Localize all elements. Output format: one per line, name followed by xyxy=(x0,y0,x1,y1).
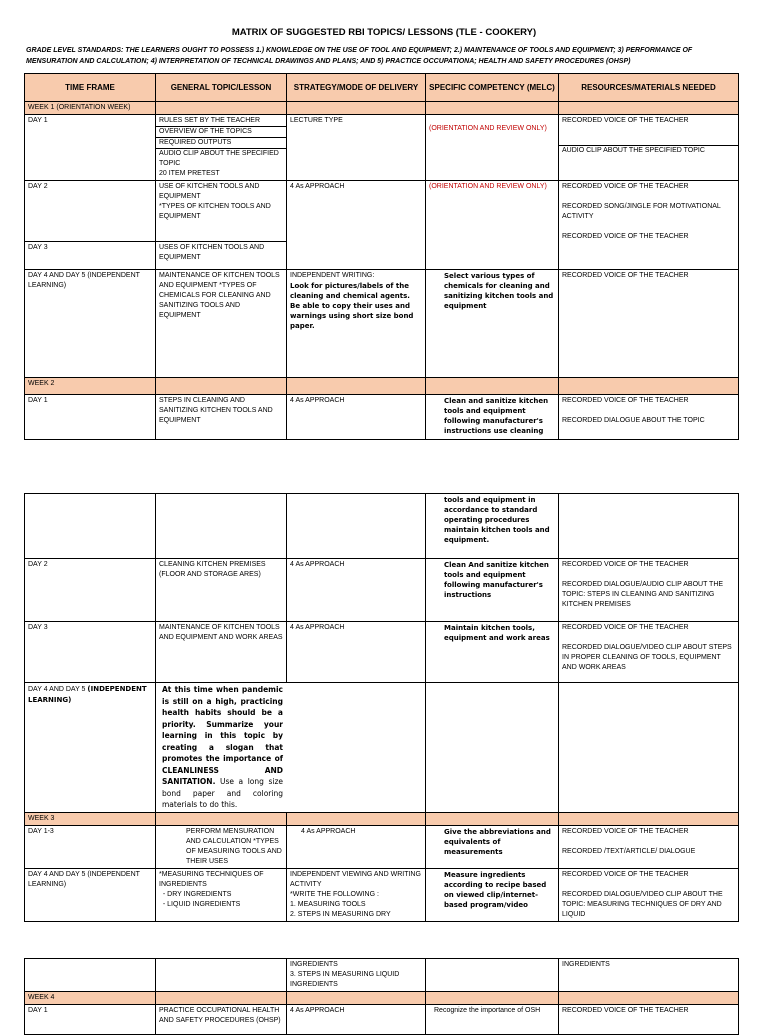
topic-cell: MAINTENANCE OF KITCHEN TOOLS AND EQUIPMENT *TYPES OF CHEMICALS FOR CLEANING AND SANITIZING TOOLS AND EQUIPMENT xyxy=(156,270,287,378)
resources-cell: RECORDED VOICE OF THE TEACHER RECORDED /TEXT/ARTICLE/ DIALOGUE xyxy=(559,825,739,868)
table-row xyxy=(25,559,739,622)
resources-cell: RECORDED VOICE OF THE TEACHER RECORDED SONG/JINGLE FOR MOTIVATIONAL ACTIVITY RECORDED VOICE OF THE TEACHER xyxy=(559,181,739,270)
table-row xyxy=(25,1005,739,1035)
table-row xyxy=(25,683,739,813)
competency-cell: tools and equipment in accordance to standard operating procedures maintain kitchen tools and equipment. xyxy=(426,494,559,559)
competency-cell: (ORIENTATION AND REVIEW ONLY) xyxy=(426,181,559,270)
topic-cell: PERFORM MENSURATION AND CALCULATION *TYPES OF MEASURING TOOLS AND THEIR USES xyxy=(156,825,287,868)
topic-cell: CLEANING KITCHEN PREMISES (FLOOR AND STORAGE ARES) xyxy=(156,559,287,622)
resources-cell: RECORDED VOICE OF THE TEACHER xyxy=(559,270,739,378)
strategy-cell: 4 As APPROACH xyxy=(287,395,426,440)
matrix-table-page-2 xyxy=(24,493,738,922)
time-frame-cell: DAY 1-3 xyxy=(25,825,156,868)
matrix-table-page-3 xyxy=(24,958,738,1035)
strategy-cell: 4 As APPROACH xyxy=(287,825,426,868)
competency-cell: Recognize the importance of OSH xyxy=(426,1005,559,1035)
topic-cell: STEPS IN CLEANING AND SANITIZING KITCHEN TOOLS AND EQUIPMENT xyxy=(156,395,287,440)
time-frame-cell: DAY 3 xyxy=(25,242,156,270)
header-resources: RESOURCES/MATERIALS NEEDED xyxy=(559,74,739,102)
resources-cell: RECORDED VOICE OF THE TEACHER RECORDED DIALOGUE ABOUT THE TOPIC xyxy=(559,395,739,440)
week-label: WEEK 3 xyxy=(25,812,156,825)
time-frame-cell: DAY 2 xyxy=(25,181,156,242)
table-row xyxy=(25,115,739,181)
strategy-cell: LECTURE TYPE xyxy=(287,115,426,181)
strategy-cell: 4 As APPROACH xyxy=(287,622,426,683)
resources-cell: INGREDIENTS xyxy=(559,959,739,992)
topic-cell: RULES SET BY THE TEACHER OVERVIEW OF THE TOPICS REQUIRED OUTPUTS AUDIO CLIP ABOUT THE SPECIFIED TOPIC 20 ITEM PRETEST xyxy=(156,115,287,181)
matrix-table-page-1 xyxy=(24,73,738,440)
time-frame-cell: DAY 3 xyxy=(25,622,156,683)
table-row xyxy=(25,959,739,992)
week-label: WEEK 1 (ORIENTATION WEEK) xyxy=(25,102,156,115)
competency-cell: Select various types of chemicals for cleaning and sanitizing kitchen tools and equipment xyxy=(426,270,559,378)
competency-cell: (ORIENTATION AND REVIEW ONLY) xyxy=(426,115,559,181)
time-frame-cell: DAY 1 xyxy=(25,115,156,181)
strategy-cell: INDEPENDENT WRITING: Look for pictures/labels of the cleaning and chemical agents. Be able to copy their uses and warnings using short size bond paper. xyxy=(287,270,426,378)
time-frame-cell: DAY 1 xyxy=(25,395,156,440)
competency-cell: Clean And sanitize kitchen tools and equipment following manufacturer's instructions xyxy=(426,559,559,622)
table-row xyxy=(25,395,739,440)
header-strategy: STRATEGY/MODE OF DELIVERY xyxy=(287,74,426,102)
table-row xyxy=(25,181,739,242)
grade-level-standards: GRADE LEVEL STANDARDS: THE LEARNERS OUGHT TO POSSESS 1.) KNOWLEDGE ON THE USE OF TOOL AND EQUIPMENT; 2.) MAINTENANCE OF TOOLS AND EQUIPMENT; 3) PERFORMANCE OF MENSURATION AND CALCULATION; 4) INTERPRETATION OF TECHNICAL DRAWINGS AND PLANS; AND 5) PRACTICE OCCUPATIONA; HEALTH AND SAFETY PROCEDURES (OHSP) xyxy=(26,47,693,65)
header-competency: SPECIFIC COMPETENCY (MELC) xyxy=(426,74,559,102)
resources-cell: RECORDED VOICE OF THE TEACHER RECORDED DIALOGUE/AUDIO CLIP ABOUT THE TOPIC: STEPS IN CLEANING AND SANITIZING KITCHEN PREMISES xyxy=(559,559,739,622)
competency-cell: Give the abbreviations and equivalents of measurements xyxy=(426,825,559,868)
resources-cell: RECORDED VOICE OF THE TEACHER xyxy=(559,1005,739,1035)
strategy-cell: 4 As APPROACH xyxy=(287,559,426,622)
topic-cell: *MEASURING TECHNIQUES OF INGREDIENTS - DRY INGREDIENTS - LIQUID INGREDIENTS xyxy=(156,868,287,921)
topic-cell: PRACTICE OCCUPATIONAL HEALTH AND SAFETY PROCEDURES (OHSP) xyxy=(156,1005,287,1035)
table-row xyxy=(25,494,739,559)
competency-cell: Maintain kitchen tools, equipment and work areas xyxy=(426,622,559,683)
table-row xyxy=(25,270,739,378)
table-row xyxy=(25,825,739,868)
header-time-frame: TIME FRAME xyxy=(25,74,156,102)
competency-cell: Clean and sanitize kitchen tools and equipment following manufacturer's instructions use cleaning xyxy=(426,395,559,440)
strategy-cell: INDEPENDENT VIEWING AND WRITING ACTIVITY *WRITE THE FOLLOWING : 1. MEASURING TOOLS 2. STEPS IN MEASURING DRY xyxy=(287,868,426,921)
resources-cell: RECORDED VOICE OF THE TEACHER RECORDED DIALOGUE/VIDEO CLIP ABOUT THE TOPIC: MEASURING TECHNIQUES OF DRY AND LIQUID xyxy=(559,868,739,921)
topic-cell: MAINTENANCE OF KITCHEN TOOLS AND EQUIPMENT AND WORK AREAS xyxy=(156,622,287,683)
strategy-cell: INGREDIENTS 3. STEPS IN MEASURING LIQUID INGREDIENTS xyxy=(287,959,426,992)
strategy-cell: 4 As APPROACH xyxy=(287,1005,426,1035)
topic-cell: At this time when pandemic is still on a high, practicing health habits should be a priority. Summarize your learning in this topic by creating a slogan that promotes the importance of CLEANLINESS AND SANITATION. Use a long size bond paper and coloring materials to do this. xyxy=(156,683,426,813)
week-label: WEEK 4 xyxy=(25,992,156,1005)
table-row xyxy=(25,622,739,683)
competency-cell: Measure ingredients according to recipe based on viewed clip/internet-based program/video xyxy=(426,868,559,921)
resources-cell: RECORDED VOICE OF THE TEACHER AUDIO CLIP ABOUT THE SPECIFIED TOPIC xyxy=(559,115,739,181)
time-frame-cell: DAY 4 AND DAY 5 (INDEPENDENT LEARNING) xyxy=(25,270,156,378)
header-topic: GENERAL TOPIC/LESSON xyxy=(156,74,287,102)
topic-cell: USE OF KITCHEN TOOLS AND EQUIPMENT *TYPES OF KITCHEN TOOLS AND EQUIPMENT xyxy=(156,181,287,242)
resources-cell: RECORDED VOICE OF THE TEACHER RECORDED DIALOGUE/VIDEO CLIP ABOUT STEPS IN PROPER CLEANING OF TOOLS, EQUIPMENT AND WORK AREAS xyxy=(559,622,739,683)
time-frame-cell: DAY 1 xyxy=(25,1005,156,1035)
time-frame-cell: DAY 2 xyxy=(25,559,156,622)
time-frame-cell: DAY 4 AND DAY 5 (INDEPENDENT LEARNING) xyxy=(25,868,156,921)
strategy-cell: 4 As APPROACH xyxy=(287,181,426,270)
table-row xyxy=(25,868,739,921)
week-label: WEEK 2 xyxy=(25,378,156,395)
topic-cell: USES OF KITCHEN TOOLS AND EQUIPMENT xyxy=(156,242,287,270)
time-frame-cell: DAY 4 AND DAY 5 (INDEPENDENT LEARNING) xyxy=(25,683,156,813)
document-title: MATRIX OF SUGGESTED RBI TOPICS/ LESSONS (TLE - COOKERY) xyxy=(231,27,537,38)
